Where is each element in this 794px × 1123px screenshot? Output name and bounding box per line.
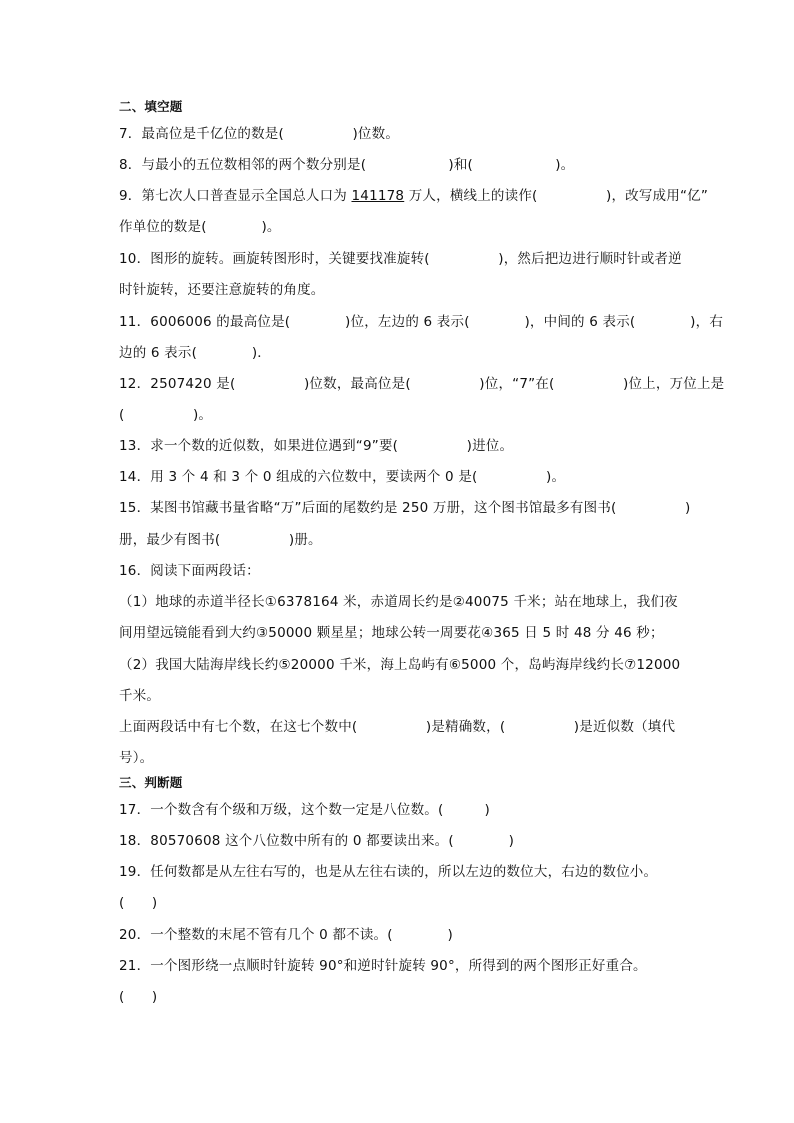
question-9-line-2: 作单位的数是( )。 (119, 219, 281, 235)
question-12-line-2: ( )。 (119, 407, 213, 423)
question-9-line-1: 9．第七次人口普查显示全国总人口为 141178 万人，横线上的读作( )，改写成用“亿” (119, 188, 709, 204)
question-15-line-1: 15．某图书馆藏书量省略“万”后面的尾数约是 250 万册，这个图书馆最多有图书( ) (119, 500, 691, 516)
question-19-line-2: ( ) (119, 895, 158, 911)
question-16-question-line-1: 上面两段话中有七个数，在这七个数中( )是精确数，( )是近似数（填代 (119, 719, 676, 735)
section-heading-true-false: 三、判断题 (119, 775, 183, 790)
question-15-line-2: 册，最少有图书( )册。 (119, 532, 322, 548)
question-10-line-2: 时针旋转，还要注意旋转的角度。 (119, 282, 325, 298)
question-16-question-line-2: 号）。 (119, 750, 154, 766)
question-7: 7．最高位是千亿位的数是( )位数。 (119, 126, 400, 142)
question-11-line-1: 11．6006006 的最高位是( )位，左边的 6 表示( )，中间的 6 表示( )，右 (119, 314, 724, 330)
question-16-paragraph-1-line-2: 间用望远镜能看到大约③50000 颗星星；地球公转一周要花④365 日 5 时 48 分 46 秒； (119, 625, 664, 641)
question-11-line-2: 边的 6 表示( )． (119, 345, 272, 361)
question-12-line-1: 12．2507420 是( )位数，最高位是( )位，“7”在( )位上，万位上是 (119, 376, 725, 392)
question-8: 8．与最小的五位数相邻的两个数分别是( )和( )。 (119, 157, 575, 173)
section-heading-fill-blank: 二、填空题 (119, 99, 183, 114)
question-19-line-1: 19．任何数都是从左往右写的，也是从左往右读的，所以左边的数位大，右边的数位小。 (119, 864, 658, 880)
question-18: 18．80570608 这个八位数中所有的 0 都要读出来。( ) (119, 833, 515, 849)
question-16-paragraph-1-line-1: （1）地球的赤道半径长①6378164 米，赤道周长约是②40075 千米；站在地球上，我们夜 (119, 594, 678, 610)
question-16-paragraph-2-line-2: 千米。 (119, 688, 161, 704)
underlined-population-figure: 141178 (351, 188, 405, 204)
question-14: 14．用 3 个 4 和 3 个 0 组成的六位数中，要读两个 0 是( )。 (119, 469, 566, 485)
question-17: 17．一个数含有个级和万级，这个数一定是八位数。( ) (119, 802, 491, 818)
question-10-line-1: 10．图形的旋转。画旋转图形时，关键要找准旋转( )，然后把边进行顺时针或者逆 (119, 251, 682, 267)
question-16-paragraph-2-line-1: （2）我国大陆海岸线长约⑤20000 千米，海上岛屿有⑥5000 个，岛屿海岸线约长⑦12000 (119, 657, 681, 673)
question-13: 13．求一个数的近似数，如果进位遇到“9”要( )进位。 (119, 438, 514, 454)
question-20: 20．一个整数的末尾不管有几个 0 都不读。( ) (119, 927, 453, 943)
question-21-line-1: 21．一个图形绕一点顺时针旋转 90°和逆时针旋转 90°，所得到的两个图形正好重合。 (119, 958, 647, 974)
question-16-prompt: 16．阅读下面两段话： (119, 563, 260, 579)
question-21-line-2: ( ) (119, 989, 158, 1005)
